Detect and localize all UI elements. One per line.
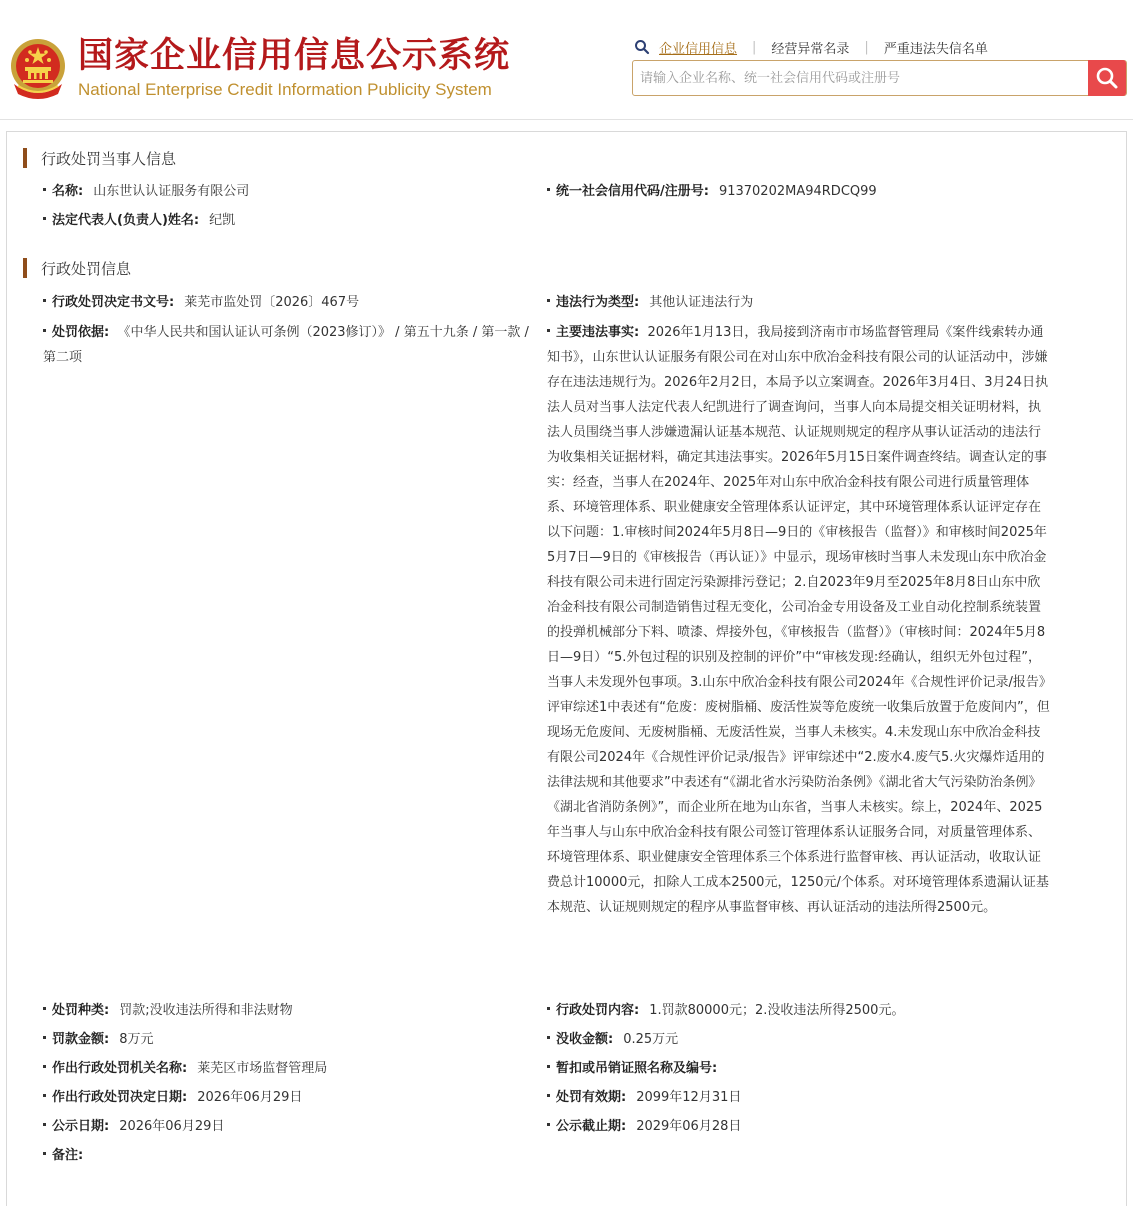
field-validity <box>547 1085 741 1110</box>
field-label: 主要违法事实: <box>556 325 640 340</box>
field-remark <box>43 1143 93 1168</box>
field-label: 法定代表人(负责人)姓名: <box>52 213 200 228</box>
field-publish-date <box>43 1114 224 1139</box>
bullet <box>43 1094 46 1097</box>
field-publish-end <box>547 1114 741 1139</box>
bullet <box>547 1065 550 1068</box>
field-value: 罚款;没收违法所得和非法财物 <box>119 1003 293 1018</box>
bullet <box>43 217 46 220</box>
field-penalty-content <box>547 998 904 1023</box>
field-label: 没收金额: <box>556 1032 614 1047</box>
bullet <box>43 329 46 332</box>
field-label: 作出行政处罚决定日期: <box>52 1090 188 1105</box>
field-value: 山东世认认证服务有限公司 <box>93 184 250 199</box>
field-main-facts <box>547 320 1051 920</box>
field-name <box>43 179 249 204</box>
section-title-text: 行政处罚当事人信息 <box>41 149 177 168</box>
field-decision-date <box>43 1085 302 1110</box>
field-label: 名称: <box>52 184 84 199</box>
field-violation-type <box>547 290 753 315</box>
bullet <box>547 299 550 302</box>
field-label: 处罚种类: <box>52 1003 110 1018</box>
search-icon <box>1095 66 1119 90</box>
bullet <box>43 188 46 191</box>
section-bar <box>23 148 27 168</box>
field-confiscation-amount <box>547 1027 678 1052</box>
field-value: 0.25万元 <box>623 1032 679 1047</box>
national-emblem-icon <box>8 36 68 100</box>
field-value: 莱芜区市场监督管理局 <box>197 1061 328 1076</box>
field-label: 公示日期: <box>52 1119 110 1134</box>
bullet <box>43 1007 46 1010</box>
search-icon <box>634 39 650 55</box>
section-penalty-info <box>23 257 131 279</box>
field-label: 备注: <box>52 1148 84 1163</box>
field-value: 2099年12月31日 <box>636 1090 742 1105</box>
field-label: 违法行为类型: <box>556 295 640 310</box>
site-subtitle: National Enterprise Credit Information Publicity System <box>78 80 492 99</box>
bullet <box>43 1065 46 1068</box>
bullet <box>43 1036 46 1039</box>
nav-serious-violation-list[interactable]: 严重违法失信名单 <box>883 41 988 57</box>
field-label: 统一社会信用代码/注册号: <box>556 184 709 199</box>
field-value: 《中华人民共和国认证认可条例（2023修订）》 / 第五十九条 / 第一款 / 第二项 <box>43 325 529 365</box>
top-nav <box>634 37 988 57</box>
field-value: 8万元 <box>119 1032 154 1047</box>
field-fine-amount <box>43 1027 153 1052</box>
field-value: 1.罚款80000元；2.没收违法所得2500元。 <box>649 1003 905 1018</box>
section-bar <box>23 258 27 278</box>
field-value: 2029年06月28日 <box>636 1119 742 1134</box>
field-penalty-category <box>43 998 293 1023</box>
section-party-info <box>23 147 176 169</box>
search-input[interactable] <box>633 61 1088 95</box>
field-credit-code <box>547 179 877 204</box>
bullet <box>547 1036 550 1039</box>
field-label: 作出行政处罚机关名称: <box>52 1061 188 1076</box>
nav-enterprise-credit-info[interactable]: 企业信用信息 <box>659 41 738 57</box>
field-value: 2026年06月29日 <box>197 1090 303 1105</box>
field-value: 莱芜市监处罚〔2026〕467号 <box>184 295 360 310</box>
field-value: 其他认证违法行为 <box>649 295 754 310</box>
detail-panel <box>6 131 1127 1206</box>
bullet <box>547 1094 550 1097</box>
site-title: 国家企业信用信息公示系统 <box>78 36 511 76</box>
field-doc-no <box>43 290 359 315</box>
field-label: 罚款金额: <box>52 1032 110 1047</box>
field-legal-rep <box>43 208 235 233</box>
field-label: 暂扣或吊销证照名称及编号: <box>556 1061 718 1076</box>
nav-separator: | <box>752 39 757 55</box>
field-value: 纪凯 <box>209 213 236 228</box>
bullet <box>43 1123 46 1126</box>
field-value: 2026年1月13日，我局接到济南市市场监督管理局《案件线索转办通知书》，山东世认认证服务有限公司在对山东中欣冶金科技有限公司的认证活动中，涉嫌存在违法违规行为。2026年2月2日，本局予以立案调查。2026年3月4日、3月24日执法人员对当事人法定代表人纪凯进行了调查询问，当事人向本局提交相关证明材料，执法人员围绕当事人涉嫌遗漏认证基本规范、认证规则规定的程序从事认证活动的违法行为收集相关证据材料，确定其违法事实。2026年5月15日案件调查终结。调查认定的事实：经查，当事人在2024年、2025年对山东中欣冶金科技有限公司进行质量管理体系、环境管理体系、职业健康安全管理体系认证评定，其中环境管理体系认证评定存在以下问题：1.审核时间2024年5月8日—9日的《审核报告（监督）》和审核时间2025年5月7日—9日的《审核报告（再认证）》中显示，现场审核时当事人未发现山东中欣冶金科技有限公司未进行固定污染源排污登记；2.自2023年9月至2025年8月8日山东中欣冶金科技有限公司制造销售过程无变化，公司冶金专用设备及工业自动化控制系统装置的投弹机械部分下料、喷漆、焊接外包，《审核报告（监督）》（审核时间：2024年5月8日—9日）“5.外包过程的识别及控制的评价”中“审核发现:经确认，组织无外包过程”，当事人未发现外包事项。3.山东中欣冶金科技有限公司2024年《合规性评价记录/报告》评审综述1中表述有“危废：废树脂桶、废活性炭等危废统一收集后放置于危废间内”，但现场无危废间、无废树脂桶、无废活性炭，当事人未核实。4.未发现山东中欣冶金科技有限公司2024年《合规性评价记录/报告》评审综述中“2.废水4.废气5.火灾爆炸适用的法律法规和其他要求”中表述有“《湖北省水污染防治条例》《湖北省大气污染防治条例》《湖北省消防条例》”，而企业所在地为山东省，当事人未核实。综上，2024年、2025年当事人与山东中欣冶金科技有限公司签订管理体系认证服务合同，对质量管理体系、环境管理体系、职业健康安全管理体系三个体系进行监督审核、再认证活动，收取认证费总计10000元，扣除人工成本2500元，1250元/个体系。对环境管理体系遗漏认证基本规范、认证规则规定的程序从事监督审核、再认证活动的违法所得2500元。 <box>547 325 1050 915</box>
bullet <box>547 1007 550 1010</box>
bullet <box>547 188 550 191</box>
nav-abnormal-operation-list[interactable]: 经营异常名录 <box>771 41 850 57</box>
bullet <box>547 1123 550 1126</box>
site-header <box>0 0 1133 120</box>
search-box <box>632 60 1127 96</box>
bullet <box>43 299 46 302</box>
field-penalty-basis <box>43 320 543 370</box>
field-label: 公示截止期: <box>556 1119 627 1134</box>
section-title-text: 行政处罚信息 <box>41 259 132 278</box>
field-label: 行政处罚决定书文号: <box>52 295 175 310</box>
field-value: 91370202MA94RDCQ99 <box>718 184 877 199</box>
search-button[interactable] <box>1088 60 1126 96</box>
bullet <box>43 1152 46 1155</box>
field-authority <box>43 1056 327 1081</box>
field-value: 2026年06月29日 <box>119 1119 225 1134</box>
field-label: 处罚依据: <box>52 325 110 340</box>
field-label: 处罚有效期: <box>556 1090 627 1105</box>
field-label: 行政处罚内容: <box>556 1003 640 1018</box>
nav-separator: | <box>864 39 869 55</box>
field-license <box>547 1056 727 1081</box>
bullet <box>547 329 550 332</box>
